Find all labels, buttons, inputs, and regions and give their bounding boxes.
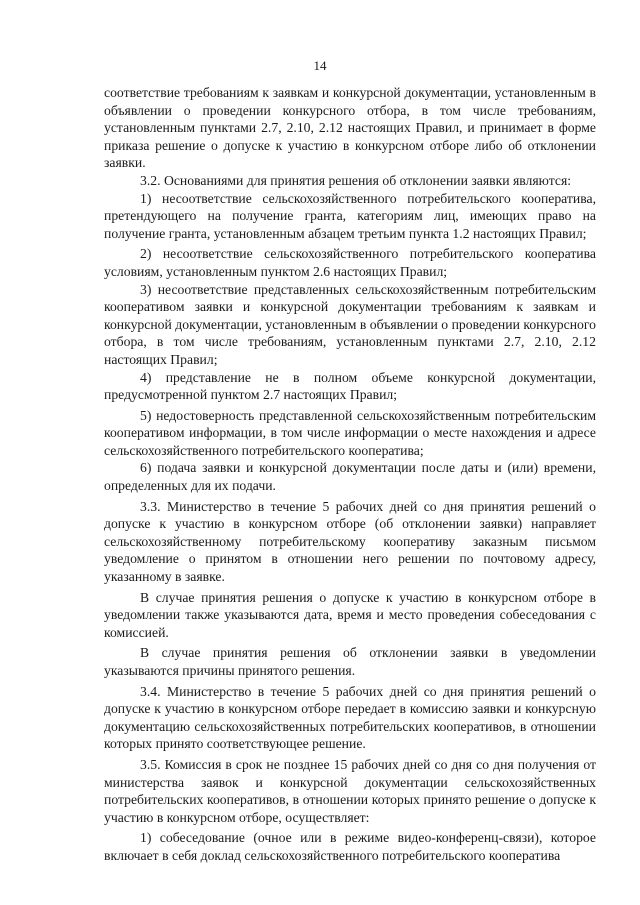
list-item-3: 3) несоответствие представленных сельскохозяйственным потребительским кооперативом заявки и конкурсной документации требованиям к заявкам и конкурсной документации, установленным в объявлении о проведении конкурсного отбора, в том числе требованиям, установленным пунктами 2.7, 2.10, 2.12 настоящих Правил; <box>104 281 596 367</box>
page-number: 14 <box>313 58 327 73</box>
list-item-2: 2) несоответствие сельскохозяйственного потребительского кооператива условиям, установленным пунктом 2.6 настоящих Правил; <box>104 246 596 279</box>
paragraph-3-4: 3.4. Министерство в течение 5 рабочих дней со дня принятия решений о допуске к участию в конкурсном отборе передает в комиссию заявки и конкурсную документацию сельскохозяйственных потребительских кооперативов, в отношении которых принято соответствующее решение. <box>104 683 596 752</box>
list-item-6: 6) подача заявки и конкурсной документации после даты и (или) времени, определенных для их подачи. <box>104 460 596 494</box>
paragraph-3-3: 3.3. Министерство в течение 5 рабочих дней со дня принятия решений о допуске к участию в конкурсном отборе (об отклонении заявки) направляет сельскохозяйственному потребительскому кооперативу заказным письмом уведомление о принятом в отношении него решении по почтовому адресу, указанному в заявке. <box>104 498 596 585</box>
list-item-5: 5) недостоверность представленной сельскохозяйственным потребительским кооперативом информации, в том числе информации о месте нахождения и адресе сельскохозяйственного потребительского кооператива; <box>104 407 596 458</box>
document-body <box>104 84 596 865</box>
list-item-4: 4) представление не в полном объеме конкурсной документации, предусмотренной пунктом 2.7 настоящих Правил; <box>104 369 596 403</box>
paragraph-3-5: 3.5. Комиссия в срок не позднее 15 рабочих дней со дня со дня получения от министерства заявок и конкурсной документации сельскохозяйственных потребительских кооперативов, в отношении которых принято решение о допуске к участию в конкурсном отборе, осуществляет: <box>104 756 596 825</box>
paragraph-admission-notice: В случае принятия решения о допуске к участию в конкурсном отборе в уведомлении также указываются дата, время и место проведения собеседования с комиссией. <box>104 589 596 640</box>
paragraph-continuation: соответствие требованиям к заявкам и конкурсной документации, установленным в объявлении о проведении конкурсного отбора, в том числе требованиям, установленным пунктами 2.7, 2.10, 2.12 настоящих Правил, и принимает в форме приказа решение о допуске к участию в конкурсном отборе либо об отклонении заявки. <box>104 85 596 171</box>
list-item-interview: 1) собеседование (очное или в режиме видео-конференц-связи), которое включает в себя доклад сельскохозяйственного потребительского кооператива <box>104 830 596 863</box>
list-item-1: 1) несоответствие сельскохозяйственного потребительского кооператива, претендующего на получение гранта, категориям лиц, имеющих право на получение гранта, установленным абзацем третьим пункта 1.2 настоящих Правил; <box>104 190 596 241</box>
paragraph-rejection-notice: В случае принятия решения об отклонении заявки в уведомлении указываются причины принятого решения. <box>104 645 596 678</box>
paragraph-3-2: 3.2. Основаниями для принятия решения об отклонении заявки являются: <box>140 172 572 188</box>
